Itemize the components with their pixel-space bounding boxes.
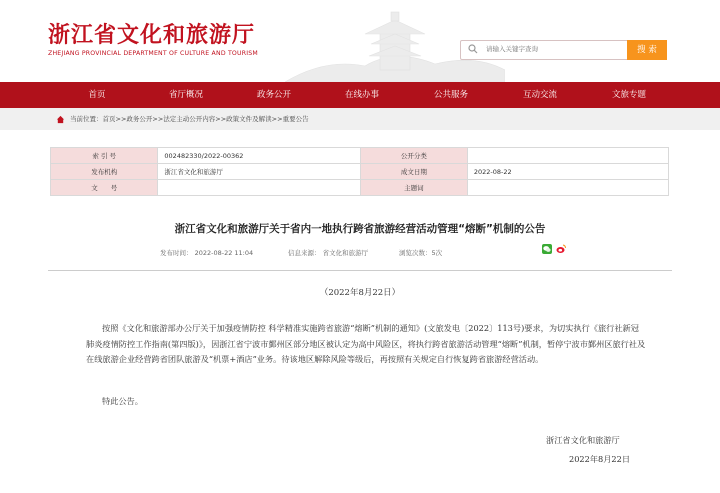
nav-item-home[interactable]: 首页 bbox=[88, 90, 106, 100]
meta-docno-label: 文 号 bbox=[51, 180, 158, 196]
signature-date: 2022年8月22日 bbox=[569, 454, 631, 464]
meta-category-label: 公开分类 bbox=[360, 148, 467, 164]
weibo-share-icon[interactable] bbox=[556, 244, 566, 254]
meta-index-label: 索 引 号 bbox=[51, 148, 158, 164]
search-icon bbox=[468, 44, 478, 54]
content-divider bbox=[48, 270, 672, 271]
nav-item-gov-affairs[interactable]: 政务公开 bbox=[256, 90, 291, 100]
meta-category-value bbox=[467, 148, 668, 164]
breadcrumb[interactable]: 当前位置：首页>>政务公开>>法定主动公开内容>>政策文件及解读>>重要公告 bbox=[70, 115, 309, 123]
notice-body: 按照《文化和旅游部办公厅关于加强疫情防控 科学精准实施跨省旅游“熔断”机制的通知》(文旅发电〔2022〕113号)要求，为切实执行《旅行社新冠肺炎疫情防控工作指南(第四版)》，因浙江省宁波市鄞州区部分地区被认定为高中风险区，将执行跨省旅游活动管理“熔断”机制，暂停宁波市鄞州区旅行社及在线旅游企业经营跨省团队旅游及“机票+酒店”业务。待该地区解除风险等级后，再按照有关规定自行恢复跨省旅游经营活动。 bbox=[86, 323, 646, 364]
meta-index-value: 002482330/2022-00362 bbox=[158, 148, 360, 164]
main-nav bbox=[0, 82, 720, 108]
notice-date-line: （2022年8月22日） bbox=[319, 288, 401, 298]
nav-item-public-service[interactable]: 公共服务 bbox=[433, 90, 468, 100]
document-meta-table bbox=[50, 147, 669, 196]
site-subtitle: ZHEJIANG PROVINCIAL DEPARTMENT OF CULTURE AND TOURISM bbox=[48, 50, 258, 57]
home-icon bbox=[56, 115, 65, 124]
nav-item-online-service[interactable]: 在线办事 bbox=[344, 90, 379, 100]
search-button[interactable]: 搜 索 bbox=[627, 40, 667, 60]
article-title: 浙江省文化和旅游厅关于省内一地执行跨省旅游经营活动管理“熔断”机制的公告 bbox=[174, 223, 546, 235]
nav-item-topics[interactable]: 文旅专题 bbox=[611, 90, 646, 100]
meta-org-label: 发布机构 bbox=[51, 164, 158, 180]
meta-topic-label: 主题词 bbox=[360, 180, 467, 196]
view-count: 浏览次数：5次 bbox=[399, 249, 443, 257]
publish-time: 发布时间： 2022-08-22 11:04 bbox=[160, 249, 254, 257]
search-input[interactable] bbox=[486, 41, 624, 57]
meta-topic-value bbox=[467, 180, 668, 196]
meta-date-value: 2022-08-22 bbox=[467, 164, 668, 180]
info-source: 信息来源： 省文化和旅游厅 bbox=[288, 249, 369, 257]
notice-closing: 特此公告。 bbox=[102, 396, 143, 406]
site-header bbox=[0, 0, 720, 82]
nav-item-interaction[interactable]: 互动交流 bbox=[522, 90, 557, 100]
meta-org-value: 浙江省文化和旅游厅 bbox=[158, 164, 360, 180]
site-title[interactable]: 浙江省文化和旅游厅 bbox=[48, 23, 256, 48]
meta-date-label: 成文日期 bbox=[360, 164, 467, 180]
signature-org: 浙江省文化和旅游厅 bbox=[546, 435, 620, 445]
wechat-share-icon[interactable] bbox=[542, 244, 552, 254]
meta-docno-value bbox=[158, 180, 360, 196]
nav-item-overview[interactable]: 省厅概况 bbox=[168, 90, 203, 100]
